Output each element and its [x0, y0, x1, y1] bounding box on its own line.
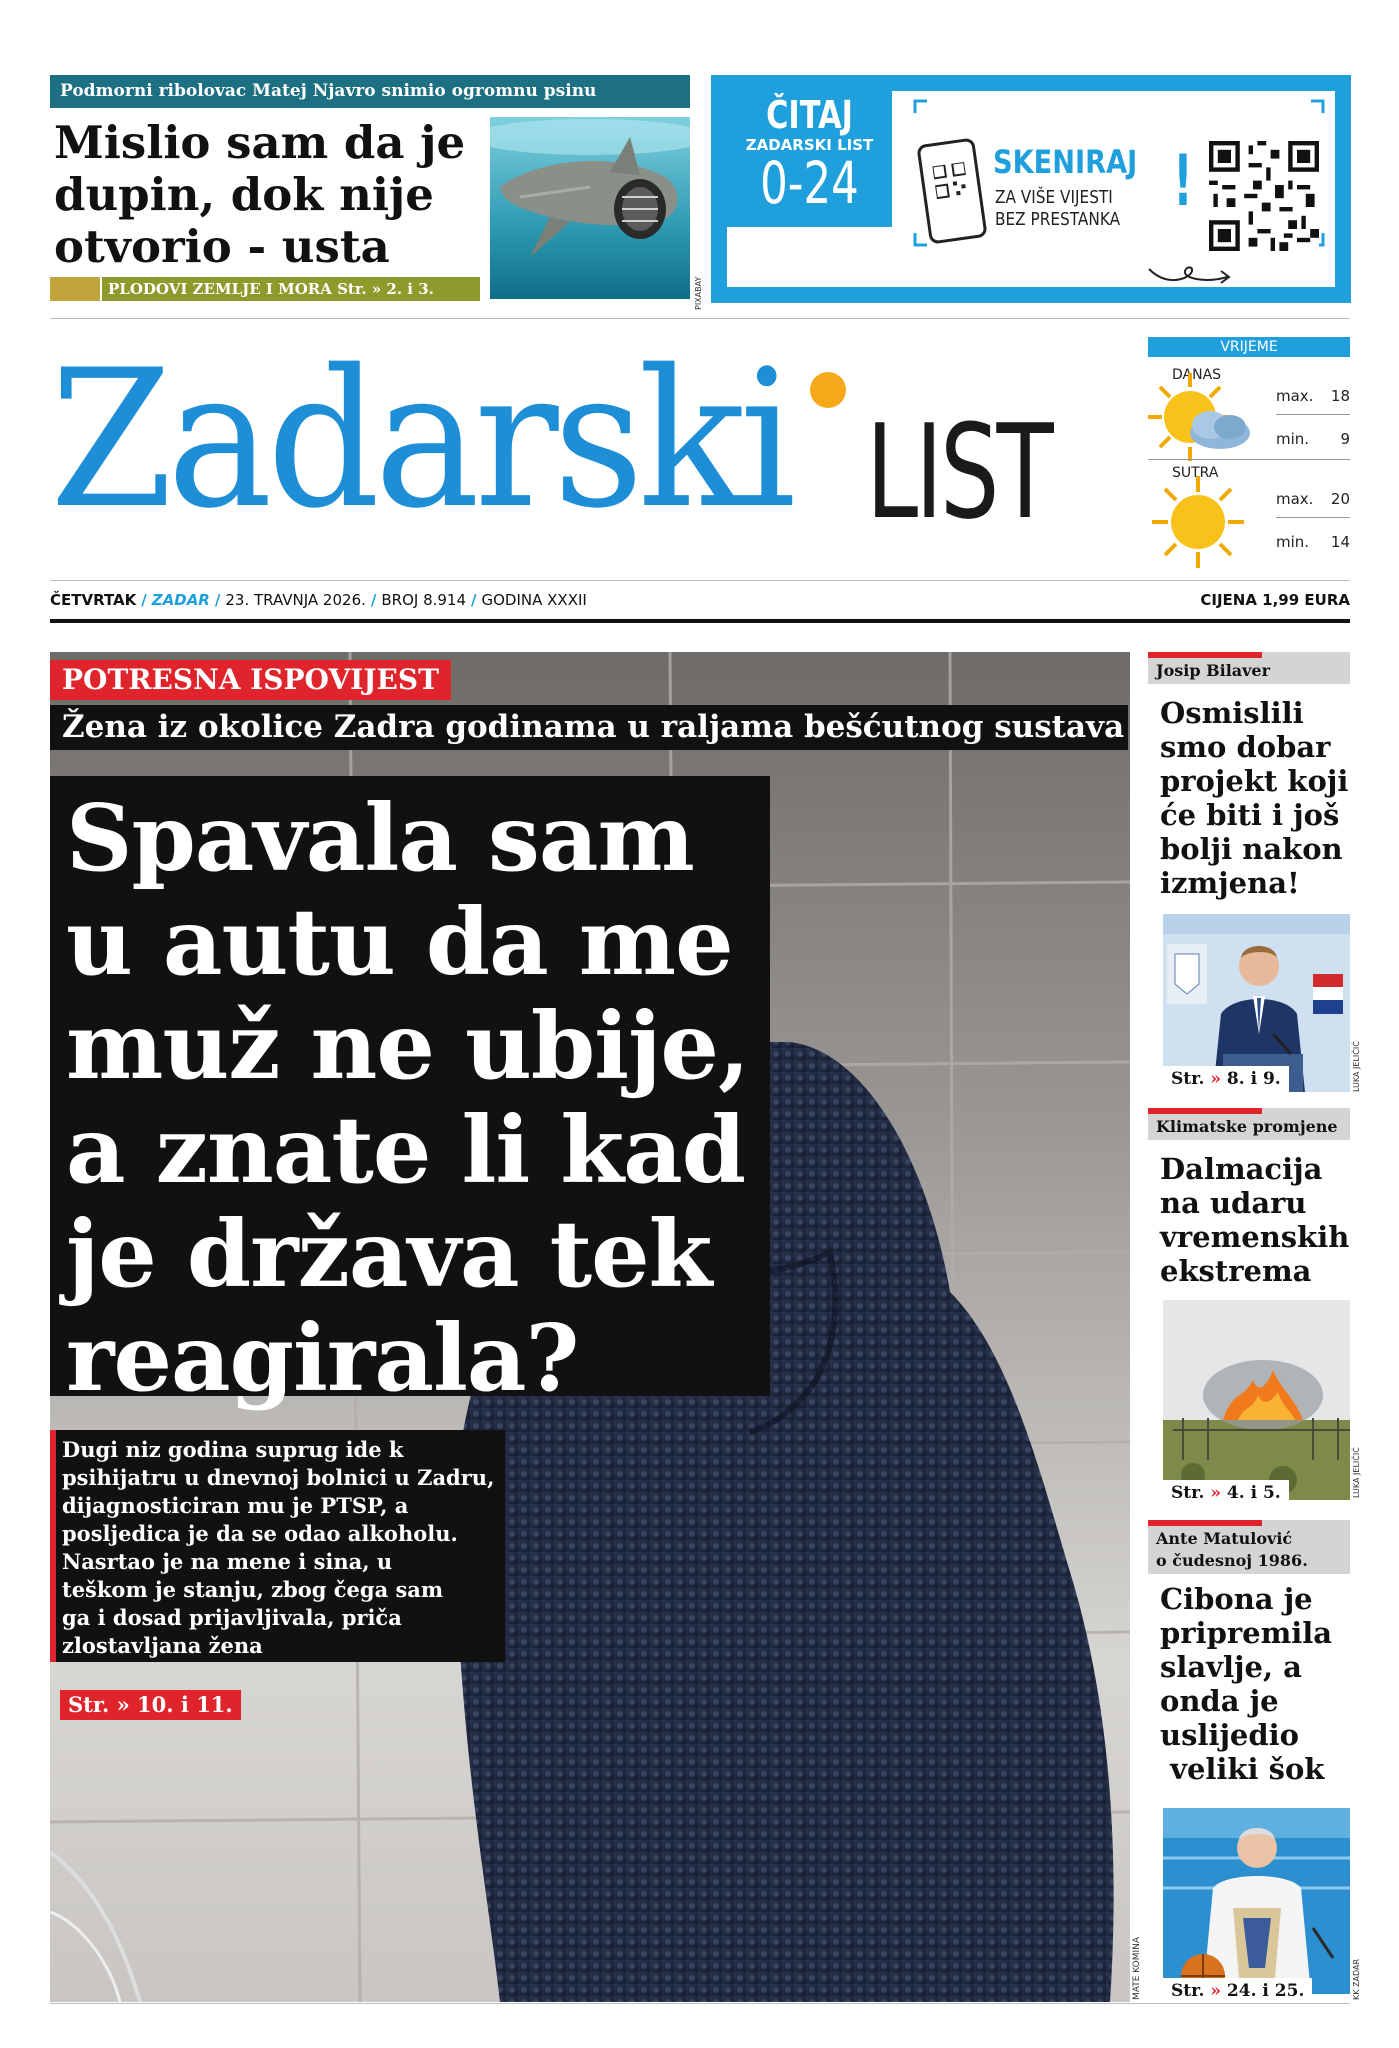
- headline-line: Osmislili: [1160, 696, 1304, 730]
- headline-line: muž ne ubije,: [66, 992, 749, 1100]
- sidebar-kicker: Josip Bilaver: [1148, 658, 1350, 684]
- headline-line: bolji nakon: [1160, 832, 1343, 866]
- lead-line: dijagnosticiran mu je PTSP, a: [62, 1493, 409, 1518]
- ref-pages: 24. i 25.: [1226, 1981, 1305, 2001]
- divider: [1148, 459, 1350, 460]
- lead-line: teškom je stanju, zbog čega sam: [62, 1577, 444, 1602]
- ref-prefix: Str.: [1171, 1069, 1205, 1089]
- headline-line: izmjena!: [1160, 866, 1300, 900]
- top-teaser[interactable]: [50, 75, 690, 303]
- headline-line: reagirala?: [66, 1304, 579, 1412]
- headline-line: veliki šok: [1160, 1752, 1325, 1786]
- sidebar-kicker: [1148, 1526, 1350, 1574]
- main-story-kicker: POTRESNA ISPOVIJEST: [50, 660, 451, 700]
- headline-line: slavlje, a: [1160, 1650, 1302, 1684]
- sidebar-page-ref[interactable]: [1163, 1978, 1312, 2004]
- sidebar-headline[interactable]: [1160, 1152, 1350, 1288]
- promo-skeniraj: SKENIRAJ: [993, 143, 1138, 181]
- shark-photo[interactable]: [490, 117, 690, 299]
- qr-code-icon[interactable]: [1209, 141, 1319, 251]
- sidebar-story-2[interactable]: [1148, 1108, 1361, 1508]
- divider: [50, 318, 1350, 319]
- qr-mini-icon: [932, 162, 969, 206]
- ref-arrow-icon: »: [1210, 1483, 1221, 1503]
- divider: [1276, 517, 1350, 518]
- divider: [50, 619, 1350, 623]
- dateline-price: CIJENA 1,99 EURA: [1200, 591, 1350, 609]
- top-teaser-headline-line: Mislio sam da je: [54, 116, 466, 169]
- dateline-date: 23. TRAVNJA 2026.: [225, 591, 366, 609]
- lead-line: ga i dosad prijavljivala, priča: [62, 1605, 402, 1630]
- promo-tagline-line: BEZ PRESTANKA: [995, 209, 1121, 230]
- headline-line: u autu da me: [66, 888, 733, 996]
- headline-line: je država tek: [66, 1200, 712, 1308]
- exclamation-icon: !: [1173, 140, 1193, 222]
- lead-line: psihijatru u dnevnoj bolnici u Zadru,: [62, 1465, 495, 1490]
- min-label: min.: [1276, 533, 1310, 551]
- divider: [50, 2003, 1350, 2004]
- top-teaser-headline-line: otvorio - usta: [54, 220, 390, 273]
- sun-cloud-icon: [1148, 369, 1258, 479]
- photo-credit: PIXABAY: [694, 276, 703, 310]
- sidebar-story-3[interactable]: [1148, 1520, 1361, 2001]
- headline-line: pripremila: [1160, 1616, 1333, 1650]
- section-ref-text: PLODOVI ZEMLJE I MORA Str. » 2. i 3.: [102, 277, 480, 301]
- sidebar-photo-coach[interactable]: [1163, 1808, 1350, 1994]
- promo-tagline-line: ZA VIŠE VIJESTI: [995, 187, 1113, 208]
- sidebar-headline[interactable]: [1160, 696, 1350, 900]
- main-story-lead: [62, 1436, 502, 1660]
- ref-pages: 8. i 9.: [1226, 1069, 1281, 1089]
- weather-tomorrow-label: SUTRA: [1172, 465, 1219, 481]
- max-label: max.: [1276, 490, 1314, 508]
- weather-box[interactable]: [1148, 337, 1350, 585]
- promo-box[interactable]: [711, 75, 1351, 303]
- headline-line: uslijedio: [1160, 1718, 1300, 1752]
- kicker-line: Ante Matulović: [1156, 1529, 1293, 1548]
- main-story-page-ref[interactable]: Str. » 10. i 11.: [60, 1690, 241, 1720]
- headline-line: vremenskih: [1160, 1220, 1350, 1254]
- headline-line: Spavala sam: [66, 784, 694, 892]
- masthead-dot-icon: [810, 372, 846, 408]
- headline-line: će biti i još: [1160, 798, 1340, 832]
- promo-citaj-block: [727, 91, 892, 227]
- photo-credit: MATE KOMINA: [1132, 1936, 1142, 2000]
- headline-line: Dalmacija: [1160, 1152, 1323, 1186]
- ribbon-stub: [50, 277, 100, 301]
- headline-line: smo dobar: [1160, 730, 1331, 764]
- headline-line: Cibona je: [1160, 1582, 1313, 1616]
- headline-line: ekstrema: [1160, 1254, 1312, 1288]
- dateline-city[interactable]: ZADAR: [151, 591, 210, 609]
- promo-citaj: ČITAJ: [766, 93, 853, 137]
- ref-arrow-icon: »: [1210, 1069, 1221, 1089]
- promo-list-label: ZADARSKI LIST: [745, 136, 874, 154]
- kicker-line: o čudesnoj 1986.: [1156, 1551, 1308, 1570]
- ref-pages: 4. i 5.: [1226, 1483, 1281, 1503]
- photo-credit: LUKA JELIČIĆ: [1352, 1041, 1361, 1092]
- headline-line: projekt koji: [1160, 764, 1349, 798]
- min-label: min.: [1276, 430, 1310, 448]
- top-teaser-headline[interactable]: [54, 117, 494, 273]
- max-value: 18: [1330, 387, 1350, 405]
- headline-line: na udaru: [1160, 1186, 1307, 1220]
- lead-line: Dugi niz godina suprug ide k: [62, 1437, 404, 1462]
- masthead-subtitle[interactable]: LIST: [866, 396, 1051, 548]
- top-teaser-headline-line: dupin, dok nije: [54, 168, 434, 221]
- min-value: 14: [1330, 533, 1350, 551]
- lead-line: Nasrtao je na mene i sina, u: [62, 1549, 393, 1574]
- sidebar-photo-fire[interactable]: [1163, 1300, 1350, 1500]
- sidebar-story-1[interactable]: [1148, 652, 1361, 1092]
- headline-line: onda je: [1160, 1684, 1279, 1718]
- divider: [1276, 414, 1350, 415]
- sun-icon: [1148, 472, 1258, 582]
- curly-arrow-icon: [1147, 259, 1237, 289]
- headline-line: a znate li kad: [66, 1096, 746, 1204]
- sidebar-page-ref[interactable]: [1163, 1480, 1289, 1506]
- sidebar-kicker: Klimatske promjene: [1148, 1114, 1350, 1140]
- max-label: max.: [1276, 387, 1314, 405]
- coach-illustration: [1163, 1808, 1350, 1994]
- main-story-headline[interactable]: [66, 786, 766, 1410]
- shark-illustration: [490, 117, 690, 299]
- dateline: ČETVRTAK / ZADAR / 23. TRAVNJA 2026. / BROJ 8.914 / GODINA XXXII CIJENA 1,99 EURA: [50, 588, 1350, 612]
- promo-tagline: [995, 187, 1120, 231]
- dateline-year: GODINA XXXII: [481, 591, 587, 609]
- promo-inner: [727, 91, 1335, 287]
- top-teaser-kicker: Podmorni ribolovac Matej Njavro snimio ogromnu psinu: [50, 75, 690, 108]
- weather-today-label: DANAS: [1172, 367, 1222, 383]
- sidebar-headline[interactable]: [1160, 1582, 1350, 1786]
- masthead-title[interactable]: Zadarski: [50, 329, 791, 550]
- top-teaser-section-ref[interactable]: [50, 277, 480, 301]
- weather-label: VRIJEME: [1148, 337, 1350, 357]
- lead-accent-bar: [50, 1430, 56, 1662]
- lead-line: zlostavljana žena: [62, 1633, 263, 1658]
- ref-arrow-icon: »: [1210, 1981, 1221, 2001]
- main-story-subheadline[interactable]: Žena iz okolice Zadra godinama u raljama bešćutnog sustava: [50, 705, 1128, 750]
- divider: [50, 580, 1350, 581]
- min-value: 9: [1340, 430, 1350, 448]
- dateline-day: ČETVRTAK: [50, 591, 137, 609]
- sidebar-page-ref[interactable]: [1163, 1066, 1289, 1092]
- dateline-issue: BROJ 8.914: [381, 591, 467, 609]
- photo-credit: LUKA JELIČIĆ: [1352, 1447, 1361, 1498]
- ref-prefix: Str.: [1171, 1483, 1205, 1503]
- max-value: 20: [1330, 490, 1350, 508]
- photo-credit: KK ZADAR: [1352, 1958, 1361, 2000]
- promo-hours: 0-24: [760, 149, 859, 217]
- lead-line: posljedica je da se odao alkoholu.: [62, 1521, 458, 1546]
- wildfire-illustration: [1163, 1300, 1350, 1500]
- ref-prefix: Str.: [1171, 1981, 1205, 2001]
